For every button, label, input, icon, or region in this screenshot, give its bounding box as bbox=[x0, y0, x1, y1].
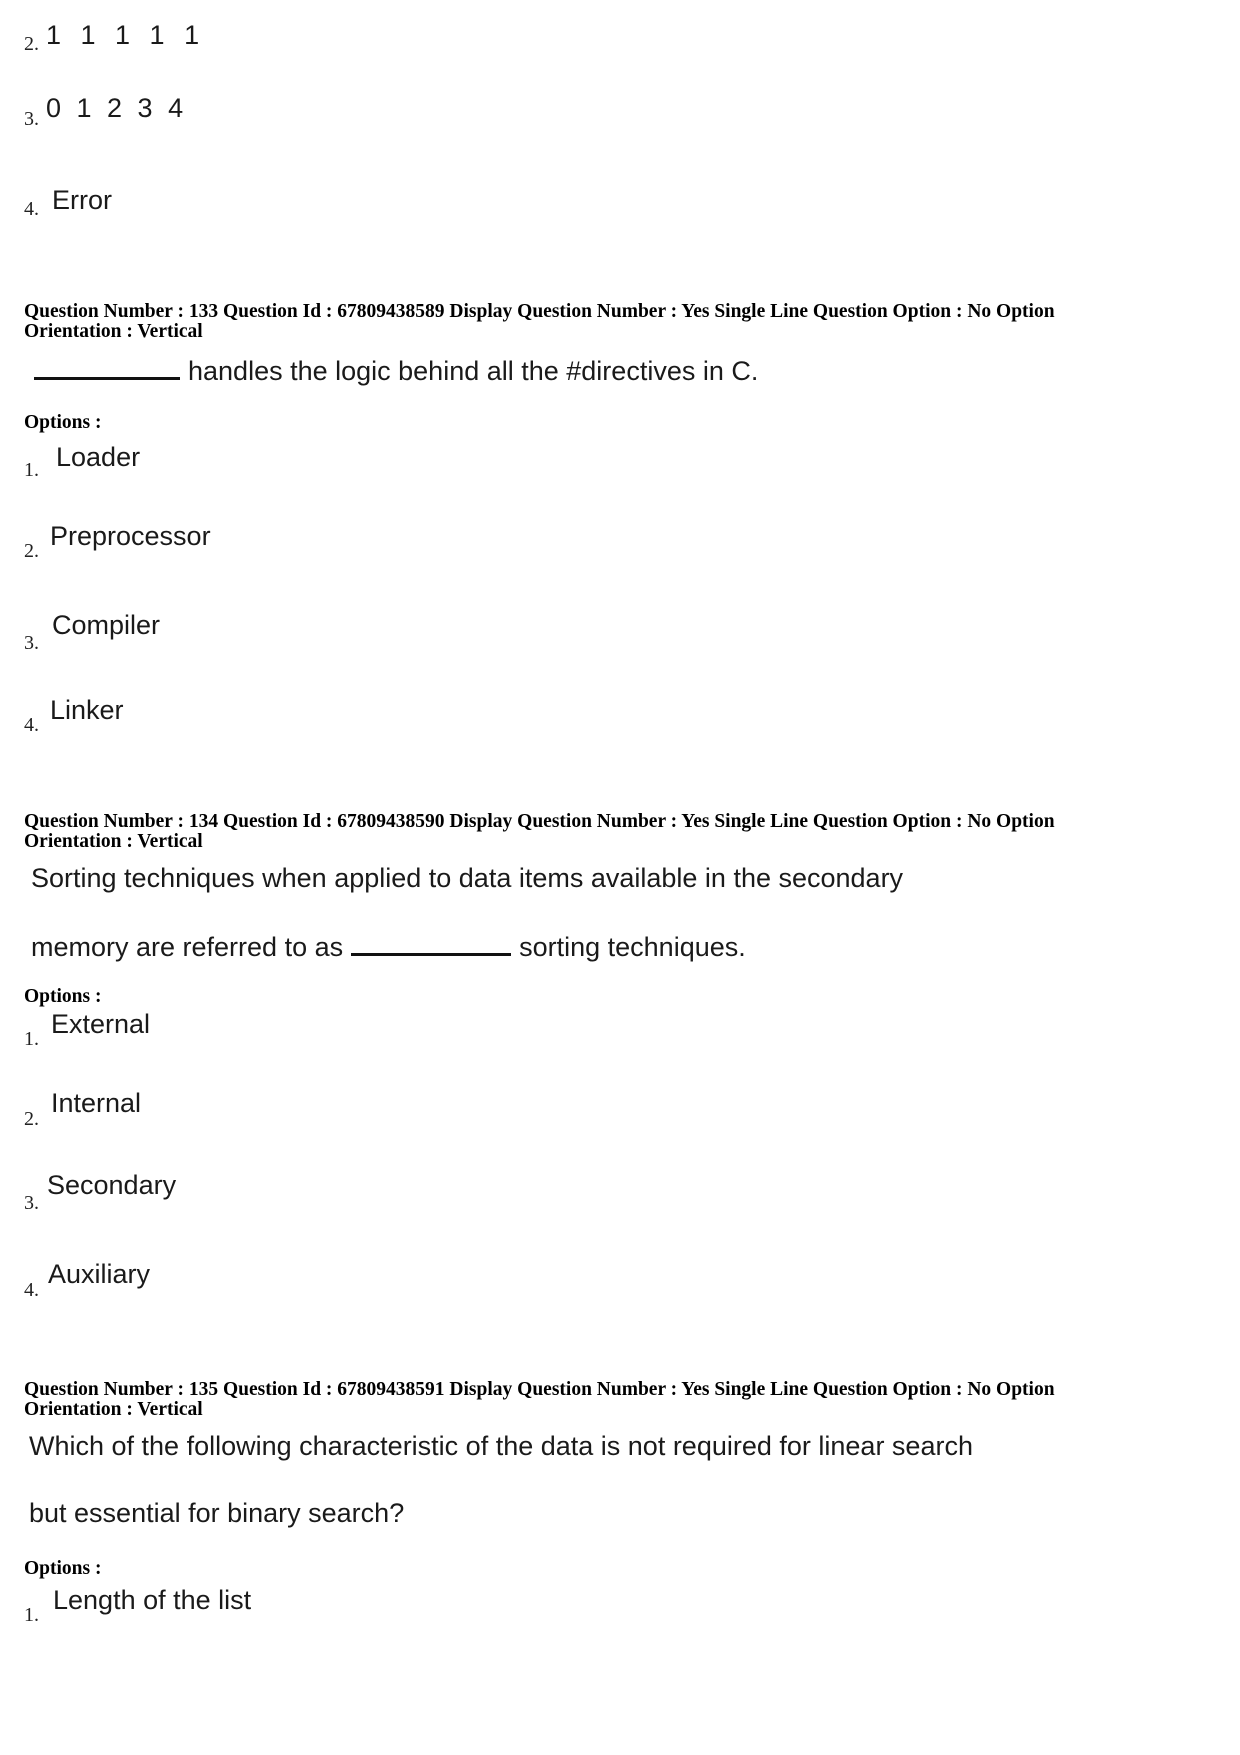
option-text: 1 1 1 1 1 bbox=[46, 20, 206, 50]
options-label: Options : bbox=[24, 1558, 102, 1579]
fill-in-blank bbox=[34, 376, 180, 380]
option-number: 3. bbox=[24, 1192, 39, 1214]
question-header-line1: Question Number : 133 Question Id : 67809438589 Display Question Number : Yes Single Line Question Option : No Option bbox=[24, 301, 1055, 322]
question-header bbox=[24, 812, 1224, 852]
option-text: Loader bbox=[56, 442, 141, 472]
question-header bbox=[24, 1380, 1224, 1420]
option-number: 1. bbox=[24, 1028, 39, 1050]
question-text-line2: but essential for binary search? bbox=[29, 1498, 405, 1528]
options-label: Options : bbox=[24, 986, 102, 1007]
option-text: Secondary bbox=[47, 1170, 177, 1200]
option-number: 3. bbox=[24, 632, 39, 654]
question-header bbox=[24, 302, 1224, 342]
option-text: Auxiliary bbox=[48, 1259, 151, 1289]
question-text-after-blank: handles the logic behind all the #directives in C. bbox=[188, 356, 759, 386]
question-text bbox=[34, 356, 758, 387]
option-text: Preprocessor bbox=[50, 521, 211, 551]
option-text: Linker bbox=[50, 695, 124, 725]
question-text-after-blank: sorting techniques. bbox=[519, 932, 746, 962]
option-text: Compiler bbox=[52, 610, 161, 640]
question-header-line1: Question Number : 135 Question Id : 67809438591 Display Question Number : Yes Single Line Question Option : No Option bbox=[24, 1379, 1055, 1400]
option-text: 0 1 2 3 4 bbox=[46, 93, 188, 123]
options-label: Options : bbox=[24, 412, 102, 433]
option-number: 1. bbox=[24, 459, 39, 481]
option-number: 2. bbox=[24, 33, 39, 55]
question-text-line1: Sorting techniques when applied to data items available in the secondary bbox=[31, 863, 904, 893]
question-text-line2 bbox=[31, 932, 746, 963]
option-text: Error bbox=[52, 185, 112, 215]
option-text: External bbox=[51, 1009, 151, 1039]
option-text: Length of the list bbox=[53, 1585, 252, 1615]
question-text-before-blank: memory are referred to as bbox=[31, 932, 344, 962]
option-number: 2. bbox=[24, 540, 39, 562]
question-header-line1: Question Number : 134 Question Id : 67809438590 Display Question Number : Yes Single Line Question Option : No Option bbox=[24, 811, 1055, 832]
option-number: 4. bbox=[24, 714, 39, 736]
option-number: 4. bbox=[24, 1279, 39, 1301]
option-number: 4. bbox=[24, 198, 39, 220]
option-number: 3. bbox=[24, 108, 39, 130]
question-header-line2: Orientation : Vertical bbox=[24, 831, 203, 852]
question-header-line2: Orientation : Vertical bbox=[24, 1399, 203, 1420]
option-number: 2. bbox=[24, 1108, 39, 1130]
question-header-line2: Orientation : Vertical bbox=[24, 321, 203, 342]
question-text-line1: Which of the following characteristic of the data is not required for linear search bbox=[29, 1431, 973, 1461]
option-number: 1. bbox=[24, 1604, 39, 1626]
option-text: Internal bbox=[51, 1088, 142, 1118]
fill-in-blank bbox=[351, 952, 511, 956]
